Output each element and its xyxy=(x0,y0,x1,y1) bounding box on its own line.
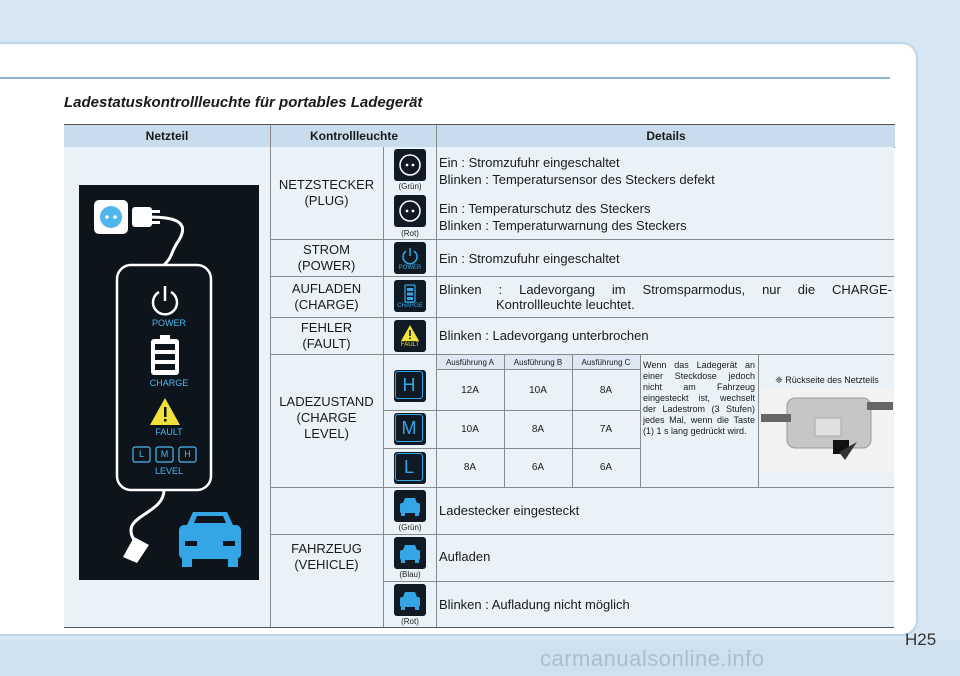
charger-device-labels xyxy=(79,185,259,580)
vehicle-icon-red xyxy=(394,584,426,616)
grid-line xyxy=(270,147,271,627)
level-value: 8A xyxy=(531,424,545,435)
plug-detail-2a: Ein : Temperaturschutz des Steckers xyxy=(439,201,651,216)
level-value: 7A xyxy=(599,424,613,435)
device-h-label: H xyxy=(184,449,191,459)
vehicle-icon-blue xyxy=(394,537,426,569)
watermark: carmanualsonline.info xyxy=(540,646,765,671)
device-l-label: L xyxy=(138,449,144,459)
vehicle-cap-blue: (Blau) xyxy=(399,570,421,579)
level-col-a: Ausführung A xyxy=(445,358,495,367)
vehicle-cap-red: (Rot) xyxy=(401,617,419,626)
level-value: 10A xyxy=(529,385,547,396)
charge-detail-b: Kontrollleuchte leuchtet. xyxy=(496,297,635,312)
charger-rear-photo xyxy=(761,388,893,472)
header-details: Details xyxy=(436,124,895,148)
power-detail: Ein : Stromzufuhr eingeschaltet xyxy=(439,251,620,266)
vehicle-detail-3: Blinken : Aufladung nicht möglich xyxy=(439,597,630,612)
plug-icon-red xyxy=(394,195,426,227)
table-bottom-rule xyxy=(64,627,894,628)
level-rear-caption: ❈ Rückseite des Netzteils xyxy=(775,375,879,385)
vehicle-row-1 xyxy=(270,488,894,535)
top-rule xyxy=(0,77,890,79)
grid-line xyxy=(504,355,505,487)
grid-line xyxy=(383,147,384,627)
level-value: 6A xyxy=(531,462,545,473)
vehicle-detail-1: Ladestecker eingesteckt xyxy=(439,503,580,518)
plug-detail-1a: Ein : Stromzufuhr eingeschaltet xyxy=(439,155,620,170)
charge-icon-text: CHARGE xyxy=(397,303,423,309)
level-h-letter: H xyxy=(395,371,423,399)
charge-label: AUFLADEN (CHARGE) xyxy=(291,281,362,312)
power-label: STROM (POWER) xyxy=(297,242,356,273)
level-col-b: Ausführung B xyxy=(513,358,563,367)
level-col-c: Ausführung C xyxy=(581,358,631,367)
level-value: 12A xyxy=(461,385,479,396)
vehicle-detail-2: Aufladen xyxy=(439,549,491,564)
page-number: H25 xyxy=(905,630,937,649)
level-label: LADEZUSTAND (CHARGE LEVEL) xyxy=(279,394,374,441)
level-m-letter: M xyxy=(395,414,423,442)
fault-icon-text: FAULT xyxy=(400,342,420,348)
level-note: Wenn das Ladegerät an einer Steckdose jedoch nicht am Fahrzeug eingesteckt ist, wechselt der Ladestrom (3 Stufen) jedes Mal, wenn die Taste (1) 1 s lang gedrückt wird. xyxy=(643,360,755,436)
plug-icon-green xyxy=(394,149,426,181)
vehicle-icon-green xyxy=(394,490,426,522)
footer-band xyxy=(0,640,960,676)
plug-detail-2b: Blinken : Temperaturwarnung des Steckers xyxy=(439,218,687,233)
vehicle-label: FAHRZEUG (VEHICLE) xyxy=(291,541,362,572)
grid-line xyxy=(572,355,573,487)
device-fault-label: FAULT xyxy=(155,427,183,437)
level-value: 6A xyxy=(599,462,613,473)
charge-detail-a: Blinken : Ladevorgang im Stromsparmodus, nur die CHARGE- xyxy=(439,282,892,297)
plug-cap-green: (Grün) xyxy=(398,182,422,191)
fault-label: FEHLER (FAULT) xyxy=(300,320,353,351)
level-m-icon xyxy=(394,413,426,445)
plug-detail-1b: Blinken : Temperatursensor des Steckers defekt xyxy=(439,172,715,187)
level-l-letter: L xyxy=(395,453,423,481)
plug-label: NETZSTECKER (PLUG) xyxy=(278,177,375,208)
grid-line xyxy=(758,355,759,487)
page-title: Ladestatuskontrollleuchte für portables Ladegerät xyxy=(64,94,423,111)
power-icon-text: POWER xyxy=(398,265,422,271)
device-level-label: LEVEL xyxy=(154,466,184,476)
level-value: 10A xyxy=(461,424,479,435)
device-m-label: M xyxy=(160,449,169,459)
grid-line xyxy=(640,355,641,487)
device-charge-label: CHARGE xyxy=(149,378,189,388)
header-kontroll: Kontrollleuchte xyxy=(270,124,437,148)
vehicle-cap-green: (Grün) xyxy=(398,523,422,532)
level-l-icon xyxy=(394,452,426,484)
header-netzteil: Netzteil xyxy=(64,124,270,148)
device-power-label: POWER xyxy=(151,318,186,328)
level-h-icon xyxy=(394,370,426,402)
grid-line xyxy=(436,147,437,627)
plug-cap-red: (Rot) xyxy=(401,229,419,238)
level-value: 8A xyxy=(599,385,613,396)
fault-detail: Blinken : Ladevorgang unterbrochen xyxy=(439,328,649,343)
level-value: 8A xyxy=(463,462,477,473)
